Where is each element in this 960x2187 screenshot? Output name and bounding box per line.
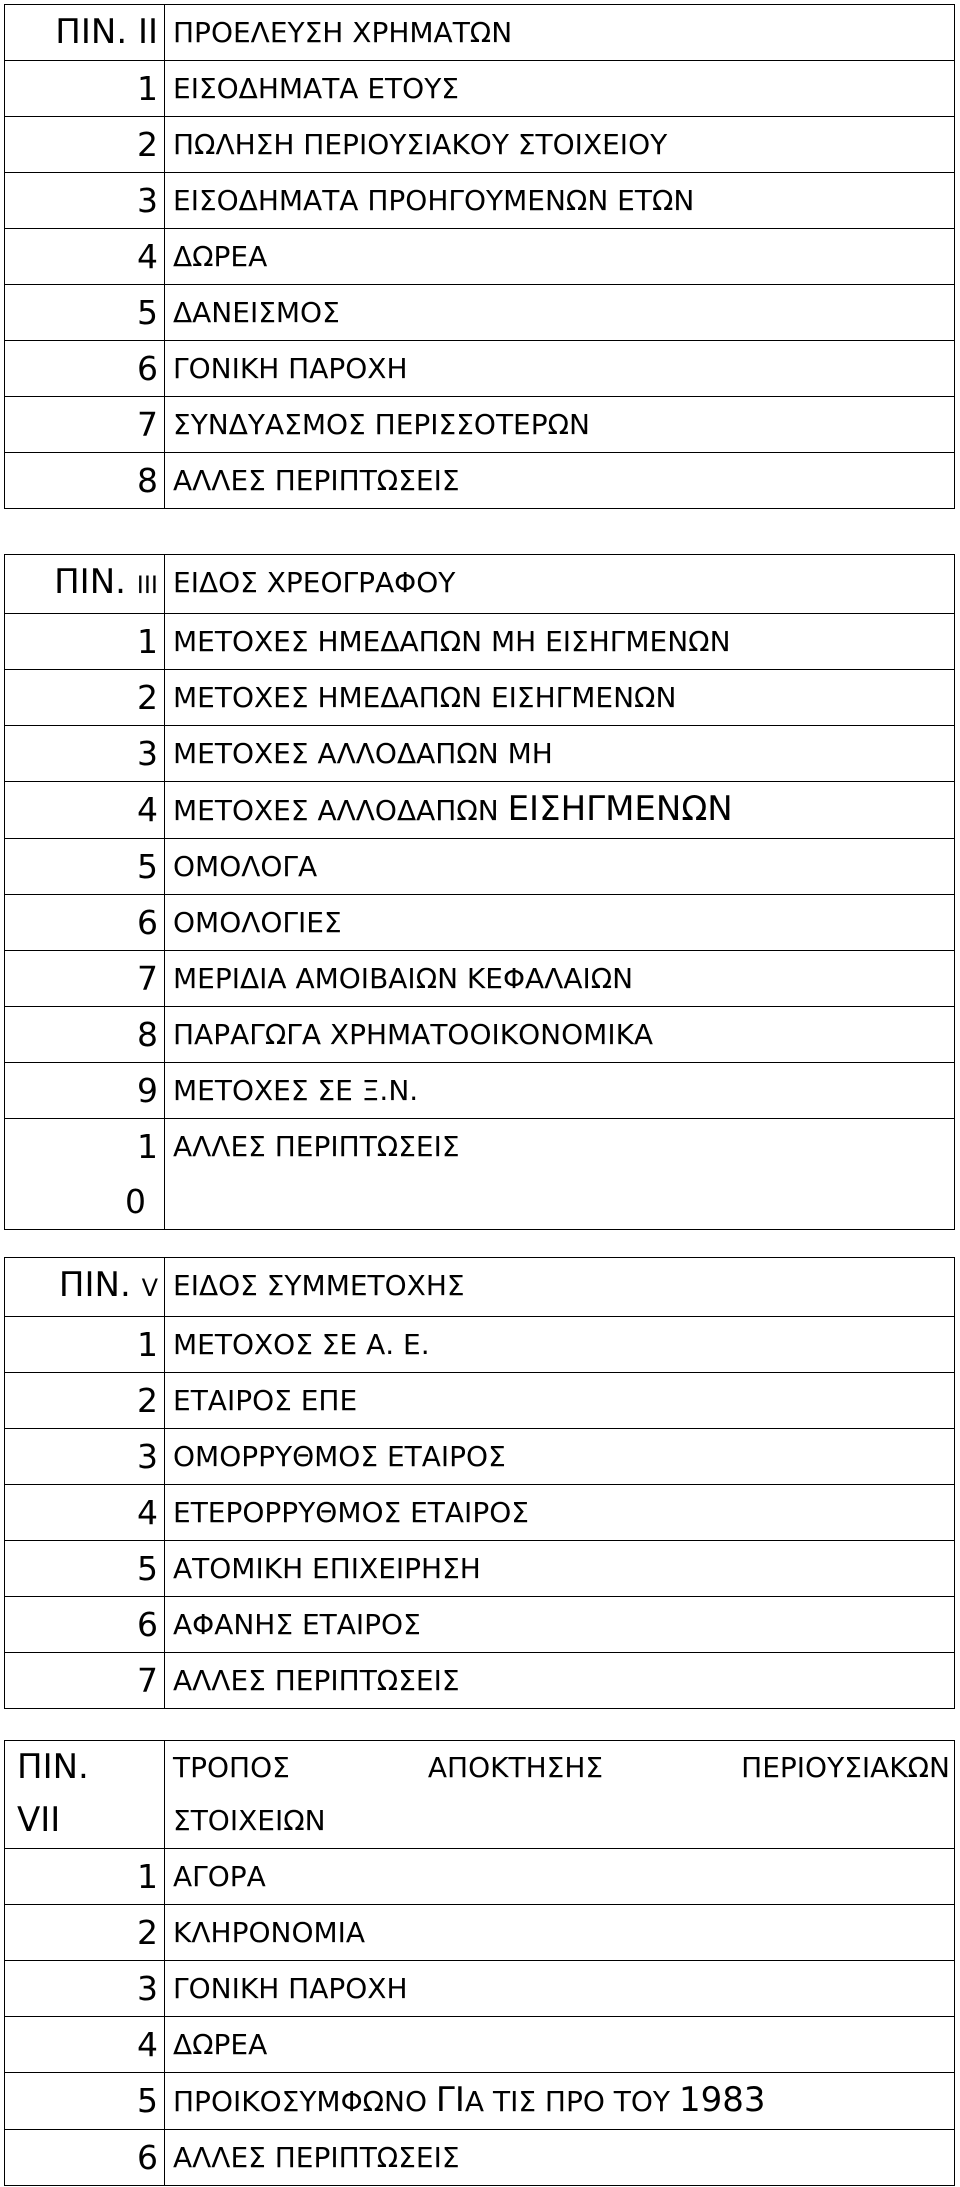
table-row — [5, 1429, 955, 1485]
row-number: 7 — [5, 951, 165, 1007]
row-number: 6 — [5, 1597, 165, 1653]
row-label: ΔΩΡΕΑ — [165, 2017, 955, 2073]
row-label-part: ΕΙΣΗΓΜΕΝΩΝ — [507, 789, 733, 829]
table-pin-ii — [4, 4, 955, 509]
row-number — [5, 1119, 165, 1230]
table-code-numeral: VΙΙ — [17, 1800, 61, 1840]
row-number-line: 0 — [125, 1182, 146, 1221]
table-header — [5, 5, 955, 61]
table-row — [5, 614, 955, 670]
row-number: 1 — [5, 61, 165, 117]
row-number: 8 — [5, 1007, 165, 1063]
table-code: ΠΙΝ. ΙΙ — [5, 5, 165, 61]
table-code-numeral: ΙΙΙ — [136, 571, 158, 599]
row-number: 6 — [5, 2130, 165, 2186]
row-label: ΑΛΛΕΣ ΠΕΡΙΠΤΩΣΕΙΣ — [165, 2130, 955, 2186]
row-label: ΑΦΑΝΗΣ ΕΤΑΙΡΟΣ — [165, 1597, 955, 1653]
table-pin-iii — [4, 554, 955, 1230]
table-title-line — [173, 1741, 954, 1794]
row-number: 9 — [5, 1063, 165, 1119]
table-row — [5, 1597, 955, 1653]
table-title-word: ΤΡΟΠΟΣ — [173, 1751, 290, 1784]
row-label-part: ΜΕΤΟΧΕΣ ΑΛΛΟΔΑΠΩΝ — [173, 794, 499, 827]
table-pin-vii — [4, 1740, 955, 2186]
row-label — [165, 2073, 955, 2130]
row-label: ΑΛΛΕΣ ΠΕΡΙΠΤΩΣΕΙΣ — [165, 453, 955, 509]
table-title-line: ΣΤΟΙΧΕΙΩΝ — [173, 1804, 326, 1837]
table-row — [5, 1007, 955, 1063]
row-number: 6 — [5, 895, 165, 951]
row-label: ΕΙΣΟΔΗΜΑΤΑ ΕΤΟΥΣ — [165, 61, 955, 117]
row-label: ΓΟΝΙΚΗ ΠΑΡΟΧΗ — [165, 341, 955, 397]
row-number: 2 — [5, 670, 165, 726]
table-pin-v — [4, 1257, 955, 1709]
table-row — [5, 1317, 955, 1373]
row-label: ΕΤΑΙΡΟΣ ΕΠΕ — [165, 1373, 955, 1429]
row-label-part: 1983 — [678, 2080, 766, 2120]
row-label: ΜΕΤΟΧΕΣ ΑΛΛΟΔΑΠΩΝ ΜΗ — [165, 726, 955, 782]
row-label: ΟΜΟΛΟΓΙΕΣ — [165, 895, 955, 951]
row-number: 8 — [5, 453, 165, 509]
table-title-word: ΠΕΡΙΟΥΣΙΑΚΩΝ — [741, 1751, 950, 1784]
row-number: 4 — [5, 1485, 165, 1541]
row-number: 5 — [5, 839, 165, 895]
table-title: ΕΙΔΟΣ ΧΡΕΟΓΡΑΦΟΥ — [165, 555, 955, 614]
table-code-prefix: ΠΙΝ. — [58, 1265, 131, 1305]
row-label: ΕΙΣΟΔΗΜΑΤΑ ΠΡΟΗΓΟΥΜΕΝΩΝ ΕΤΩΝ — [165, 173, 955, 229]
table-row — [5, 2017, 955, 2073]
table-header — [5, 555, 955, 614]
table-code — [5, 1741, 165, 1849]
row-number: 1 — [5, 1849, 165, 1905]
table-row — [5, 670, 955, 726]
table-row — [5, 1063, 955, 1119]
table-row — [5, 341, 955, 397]
row-number: 1 — [5, 1317, 165, 1373]
row-label-part: Α ΤΙΣ ΠΡΟ ΤΟΥ — [464, 2085, 671, 2118]
row-number: 5 — [5, 285, 165, 341]
row-label — [165, 782, 955, 839]
table-code-prefix: ΠΙΝ. — [54, 562, 126, 602]
row-number: 7 — [5, 1653, 165, 1709]
table-row — [5, 173, 955, 229]
table-title-word: ΑΠΟΚΤΗΣΗΣ — [427, 1751, 604, 1784]
row-number: 4 — [5, 229, 165, 285]
table-row — [5, 61, 955, 117]
row-number: 4 — [5, 2017, 165, 2073]
row-label: ΑΤΟΜΙΚΗ ΕΠΙΧΕΙΡΗΣΗ — [165, 1541, 955, 1597]
table-code-prefix: ΠΙΝ. — [17, 1747, 89, 1787]
table-row — [5, 453, 955, 509]
row-label: ΑΓΟΡΑ — [165, 1849, 955, 1905]
table-row — [5, 1119, 955, 1230]
table-row — [5, 2130, 955, 2186]
row-label: ΕΤΕΡΟΡΡΥΘΜΟΣ ΕΤΑΙΡΟΣ — [165, 1485, 955, 1541]
table-code-numeral: V — [141, 1274, 158, 1302]
table-row — [5, 782, 955, 839]
table-header — [5, 1741, 955, 1849]
row-number: 2 — [5, 1373, 165, 1429]
row-number: 3 — [5, 173, 165, 229]
row-label: ΠΩΛΗΣΗ ΠΕΡΙΟΥΣΙΑΚΟΥ ΣΤΟΙΧΕΙΟΥ — [165, 117, 955, 173]
row-number: 5 — [5, 2073, 165, 2130]
row-number: 7 — [5, 397, 165, 453]
row-label: ΚΛΗΡΟΝΟΜΙΑ — [165, 1905, 955, 1961]
row-number: 2 — [5, 1905, 165, 1961]
table-row — [5, 285, 955, 341]
row-label: ΓΟΝΙΚΗ ΠΑΡΟΧΗ — [165, 1961, 955, 2017]
table-row — [5, 726, 955, 782]
table-row — [5, 117, 955, 173]
row-number: 4 — [5, 782, 165, 839]
table-row — [5, 1849, 955, 1905]
table-row — [5, 1373, 955, 1429]
row-label: ΜΕΤΟΧΕΣ ΗΜΕΔΑΠΩΝ ΕΙΣΗΓΜΕΝΩΝ — [165, 670, 955, 726]
row-label: ΜΕΤΟΧΕΣ ΗΜΕΔΑΠΩΝ ΜΗ ΕΙΣΗΓΜΕΝΩΝ — [165, 614, 955, 670]
row-number: 6 — [5, 341, 165, 397]
row-label-part: ΠΡΟΙΚΟΣΥΜΦΩΝΟ — [173, 2085, 428, 2118]
row-label: ΜΕΤΟΧΟΣ ΣΕ Α. Ε. — [165, 1317, 955, 1373]
row-label: ΠΑΡΑΓΩΓΑ ΧΡΗΜΑΤΟΟΙΚΟΝΟΜΙΚΑ — [165, 1007, 955, 1063]
table-row — [5, 839, 955, 895]
row-number: 5 — [5, 1541, 165, 1597]
row-label: ΟΜΟΡΡΥΘΜΟΣ ΕΤΑΙΡΟΣ — [165, 1429, 955, 1485]
row-label: ΜΕΤΟΧΕΣ ΣΕ Ξ.Ν. — [165, 1063, 955, 1119]
row-label-part: ΓΙ — [435, 2080, 465, 2120]
row-number: 1 — [5, 614, 165, 670]
table-header — [5, 1258, 955, 1317]
table-row — [5, 951, 955, 1007]
row-number: 3 — [5, 1961, 165, 2017]
row-number: 2 — [5, 117, 165, 173]
row-number: 3 — [5, 1429, 165, 1485]
table-code — [5, 1258, 165, 1317]
row-label: ΔΩΡΕΑ — [165, 229, 955, 285]
table-title: ΠΡΟΕΛΕΥΣΗ ΧΡΗΜΑΤΩΝ — [165, 5, 955, 61]
table-row — [5, 1485, 955, 1541]
table-code — [5, 555, 165, 614]
table-row — [5, 229, 955, 285]
row-label: ΟΜΟΛΟΓΑ — [165, 839, 955, 895]
table-row — [5, 2073, 955, 2130]
table-title: ΕΙΔΟΣ ΣΥΜΜΕΤΟΧΗΣ — [165, 1258, 955, 1317]
row-label: ΜΕΡΙΔΙΑ ΑΜΟΙΒΑΙΩΝ ΚΕΦΑΛΑΙΩΝ — [165, 951, 955, 1007]
row-number-line: 1 — [137, 1127, 158, 1166]
row-label: ΔΑΝΕΙΣΜΟΣ — [165, 285, 955, 341]
table-row — [5, 895, 955, 951]
table-row — [5, 397, 955, 453]
row-label: ΑΛΛΕΣ ΠΕΡΙΠΤΩΣΕΙΣ — [165, 1119, 955, 1230]
table-row — [5, 1905, 955, 1961]
row-label: ΑΛΛΕΣ ΠΕΡΙΠΤΩΣΕΙΣ — [165, 1653, 955, 1709]
row-label: ΣΥΝΔΥΑΣΜΟΣ ΠΕΡΙΣΣΟΤΕΡΩΝ — [165, 397, 955, 453]
row-number: 3 — [5, 726, 165, 782]
table-row — [5, 1541, 955, 1597]
table-row — [5, 1653, 955, 1709]
table-title — [165, 1741, 955, 1849]
table-row — [5, 1961, 955, 2017]
